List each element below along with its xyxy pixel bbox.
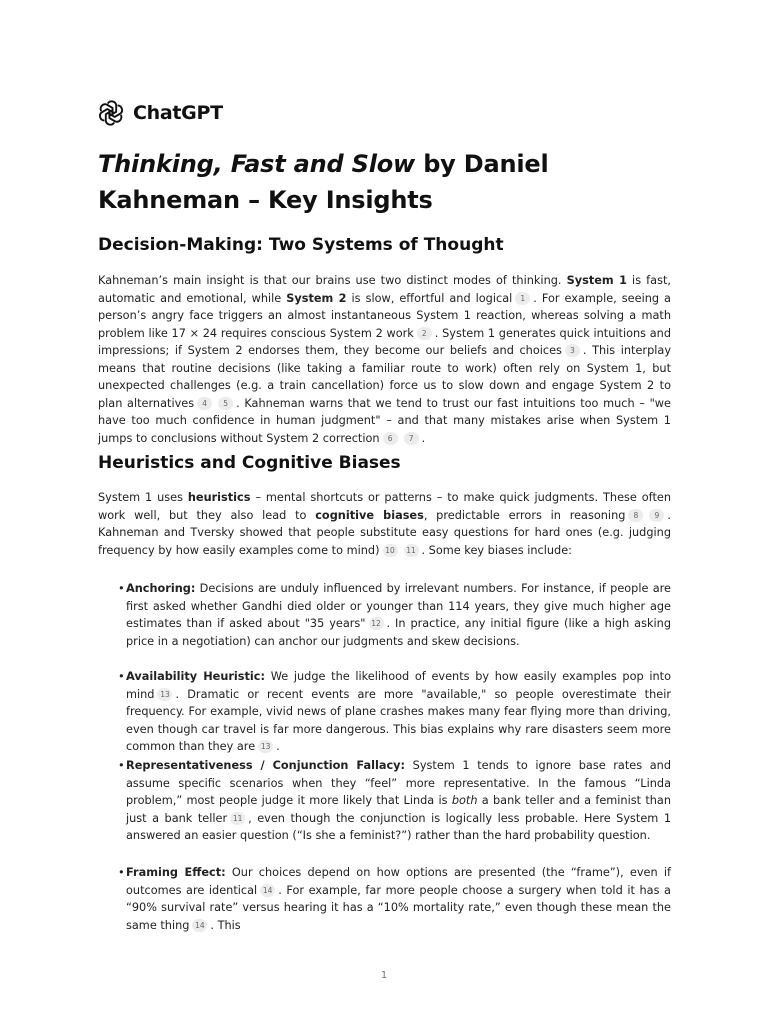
citation-badge[interactable]: 13: [157, 688, 172, 701]
citation-badge[interactable]: 14: [192, 919, 207, 932]
citation-badge[interactable]: 4: [197, 397, 212, 410]
openai-logo-icon: [98, 100, 124, 126]
citation-badge[interactable]: 11: [404, 544, 419, 557]
list-item-representativeness: • Representativeness / Conjunction Fallacy: System 1 tends to ignore base rates and assume specific scenarios when they “feel” more representative. In the famous “Linda problem,” most people judge it more likely that Linda is both a bank teller and a feminist than just a bank teller 11 , even though the conjunction is logically less probable. Here System 1 answered an easier question (“Is she a feminist?”) rather than the hard probability question.: [118, 759, 672, 842]
citation-badge[interactable]: 2: [417, 327, 432, 340]
document-title: [98, 146, 671, 218]
citation-badge[interactable]: 3: [565, 344, 580, 357]
title-rest: by Daniel Kahneman – Key Insights: [98, 150, 549, 214]
list-item-anchoring: • Anchoring: Decisions are unduly influenced by irrelevant numbers. For instance, if people are first asked whether Gandhi died older or younger than 114 years, they give much higher age estimates than if asked about "35 years" 12 . In practice, any initial figure (like a high asking price in a negotiation) can anchor our judgments and skew decisions.: [118, 582, 671, 648]
title-book-name: Thinking, Fast and Slow: [98, 150, 416, 178]
citation-badge[interactable]: 11: [230, 812, 245, 825]
citation-badge[interactable]: 5: [218, 397, 233, 410]
paragraph-two-systems: Kahneman’s main insight is that our brains use two distinct modes of thinking. System 1 is fast, automatic and emotional, while System 2 is slow, effortful and logical 1 . For example, seeing a person’s angry face triggers an almost instantaneous System 1 reaction, whereas solving a math problem like 17 × 24 requires conscious System 2 work 2 . System 1 generates quick intuitions and impressions; if System 2 endorses them, they become our beliefs and choices 3 . This interplay means that routine decisions (like taking a familiar route to work) often rely on System 1, but unexpected challenges (e.g. a train cancellation) force us to slow down and engage System 2 to plan alternatives 4 5 . Kahneman warns that we tend to trust our fast intuitions too much – "we have too much confidence in human judgment" – and that many mistakes arise when System 1 jumps to conclusions without System 2 correction 6 7 .: [98, 274, 671, 445]
citation-badge[interactable]: 13: [258, 740, 273, 753]
citation-badge[interactable]: 1: [515, 292, 530, 305]
brand-name: ChatGPT: [133, 102, 223, 124]
citation-badge[interactable]: 12: [369, 617, 384, 630]
section-heading-heuristics: Heuristics and Cognitive Biases: [98, 453, 401, 473]
section-heading-two-systems: Decision-Making: Two Systems of Thought: [98, 235, 504, 255]
citation-badge[interactable]: 10: [383, 544, 398, 557]
list-item-availability: • Availability Heuristic: We judge the likelihood of events by how easily examples pop into mind 13 . Dramatic or recent events are more "available," so people overestimate their frequency. For example, vivid news of plane crashes makes many fear flying more than driving, even though car travel is far more dangerous. This bias explains why rare disasters seem more common than they are 13 .: [118, 670, 671, 753]
brand-header: [98, 100, 223, 126]
paragraph-heuristics: System 1 uses heuristics – mental shortcuts or patterns – to make quick judgments. These often work well, but they also lead to cognitive biases, predictable errors in reasoning 8 9 . Kahneman and Tversky showed that people substitute easy questions for hard ones (e.g. judging frequency by how easily examples come to mind) 10 11 . Some key biases include:: [98, 491, 671, 557]
page-number: 1: [380, 970, 388, 981]
citation-badge[interactable]: 14: [260, 884, 275, 897]
citation-badge[interactable]: 8: [628, 509, 643, 522]
citation-badge[interactable]: 9: [649, 509, 664, 522]
citation-badge[interactable]: 6: [383, 432, 398, 445]
citation-badge[interactable]: 7: [404, 432, 419, 445]
list-item-framing: • Framing Effect: Our choices depend on how options are presented (the “frame”), even if outcomes are identical 14 . For example, far more people choose a surgery when told it has a “90% survival rate” versus hearing it has a “10% mortality rate,” even though these mean the same thing 14 . This: [118, 866, 671, 932]
